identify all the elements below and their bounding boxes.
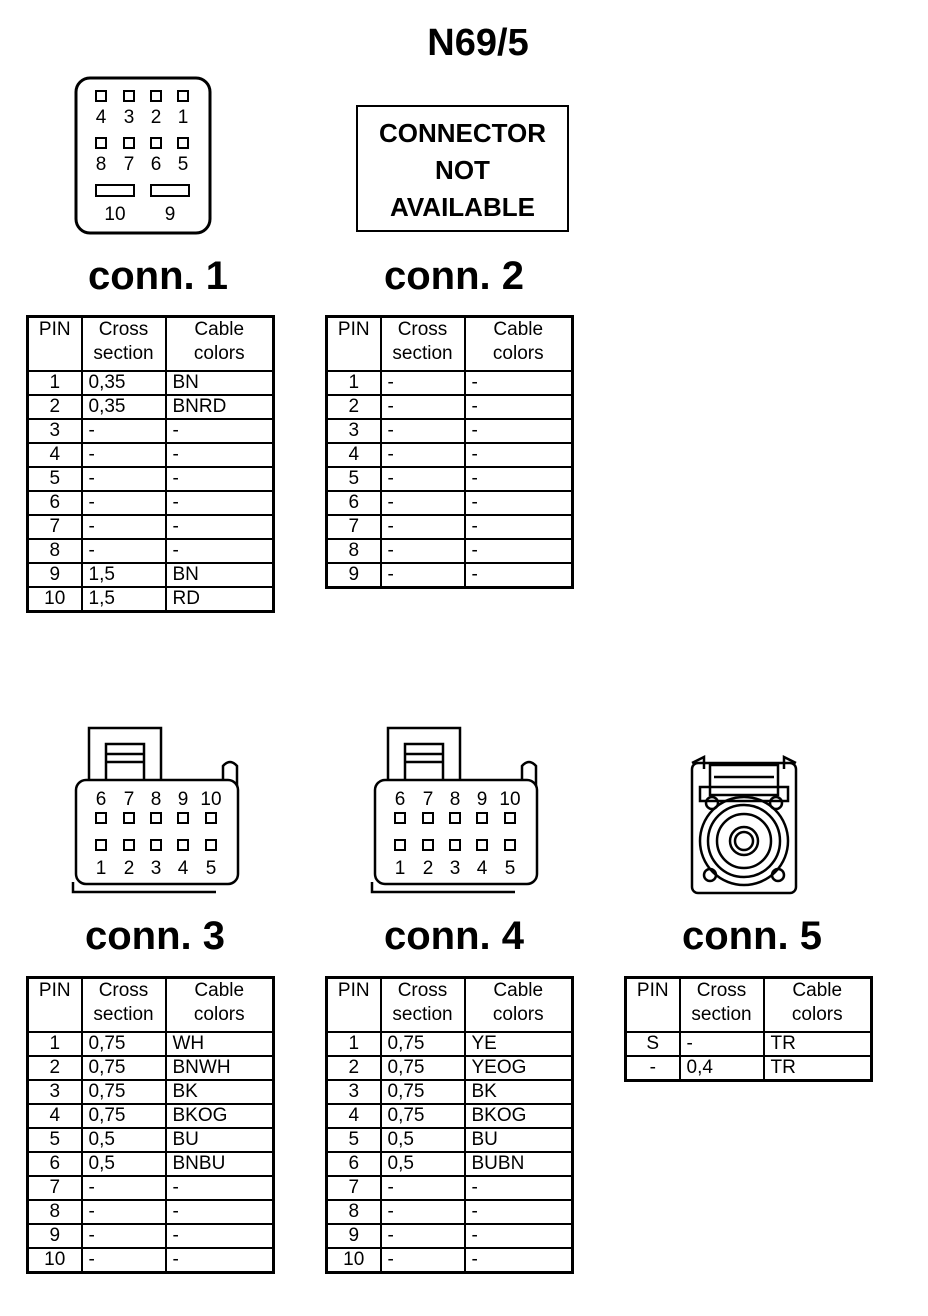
conn3-pin-label: 10 [200,789,222,810]
pin-cell: 4 [28,1104,82,1128]
table-row [28,587,274,612]
cross-section-column-header: Cross section [381,978,465,1033]
table-row [327,563,573,588]
cross-section-cell: - [82,1224,166,1248]
cable-color-cell: - [166,1200,274,1224]
conn3-pin-label: 7 [123,789,135,810]
cross-section-cell: - [381,491,465,515]
pin-cell: 7 [327,515,381,539]
cable-color-cell: - [465,1248,573,1273]
pin-cell: 10 [327,1248,381,1273]
table-row [28,1200,274,1224]
pin-column-header: PIN [28,317,82,372]
conn4-pin-label: 6 [394,789,406,810]
cable-color-cell: BNBU [166,1152,274,1176]
cable-color-cell: - [166,491,274,515]
not-available-line: CONNECTOR [378,118,547,148]
cross-section-cell: 0,75 [82,1056,166,1080]
pin-cell: 6 [28,1152,82,1176]
cross-section-cell: 0,35 [82,371,166,395]
table-row [327,1104,573,1128]
conn4-pin-label: 10 [499,789,521,810]
table-row [28,1176,274,1200]
pin-cell: 1 [327,1032,381,1056]
cross-section-cell: - [381,563,465,588]
conn1-pin-label: 3 [123,107,135,128]
table-row [327,491,573,515]
conn3-pinout-drawing [70,724,245,899]
cross-section-cell: - [82,539,166,563]
cross-section-cell: - [381,1224,465,1248]
table-row [28,1080,274,1104]
pin-cell: 2 [28,395,82,419]
cable-color-cell: - [166,467,274,491]
cable-colors-column-header: Cable colors [764,978,872,1033]
cable-color-cell: BNRD [166,395,274,419]
cross-section-cell: - [381,1176,465,1200]
table-header-row [28,317,274,372]
conn3-pin-label: 5 [205,858,217,879]
cable-color-cell: TR [764,1032,872,1056]
conn2-label: conn. 2 [383,254,525,298]
conn3-pin-label: 9 [177,789,189,810]
cross-section-cell: 0,5 [381,1128,465,1152]
table-row [28,1224,274,1248]
pin-cell: 7 [327,1176,381,1200]
table-row [28,1152,274,1176]
cross-section-cell: - [82,467,166,491]
cable-color-cell: - [166,515,274,539]
cable-color-cell: BU [465,1128,573,1152]
conn3-label: conn. 3 [84,914,226,958]
conn3-pin-label: 3 [150,858,162,879]
cable-color-cell: BNWH [166,1056,274,1080]
cross-section-cell: 1,5 [82,587,166,612]
cable-color-cell: BKOG [166,1104,274,1128]
table-row [327,539,573,563]
table-row [327,1056,573,1080]
connector-not-available-box [356,105,569,232]
pin-cell: 2 [28,1056,82,1080]
table-row [28,491,274,515]
cross-section-cell: - [381,515,465,539]
cross-section-column-header: Cross section [680,978,764,1033]
cross-section-cell: - [381,467,465,491]
table-row [28,395,274,419]
cross-section-cell: 0,5 [381,1152,465,1176]
cable-color-cell: - [465,1224,573,1248]
cable-colors-column-header: Cable colors [166,978,274,1033]
table-row [327,443,573,467]
conn3-pin-table [26,976,275,1274]
table-row [327,515,573,539]
cable-color-cell: - [166,1176,274,1200]
table-row [28,1056,274,1080]
table-row [327,419,573,443]
cable-color-cell: - [166,419,274,443]
conn2-pin-table [325,315,574,589]
cable-colors-column-header: Cable colors [166,317,274,372]
cross-section-column-header: Cross section [82,317,166,372]
cross-section-cell: 0,75 [381,1080,465,1104]
cross-section-cell: - [82,1248,166,1273]
pin-cell: 7 [28,515,82,539]
page-title: N69/5 [427,22,529,64]
pin-cell: 4 [327,1104,381,1128]
pin-cell: 1 [28,371,82,395]
conn1-pin-label: 9 [164,204,176,225]
not-available-line: AVAILABLE [390,192,535,222]
cable-colors-column-header: Cable colors [465,317,573,372]
cable-color-cell: YE [465,1032,573,1056]
conn5-label: conn. 5 [681,914,823,958]
cable-color-cell: BN [166,563,274,587]
conn1-pin-label: 1 [177,107,189,128]
table-row [28,371,274,395]
table-row [327,1176,573,1200]
pin-cell: 6 [327,491,381,515]
cross-section-cell: 1,5 [82,563,166,587]
cable-color-cell: BUBN [465,1152,573,1176]
conn3-pin-label: 6 [95,789,107,810]
cable-color-cell: - [465,419,573,443]
pin-cell: 8 [28,539,82,563]
conn4-pin-table [325,976,574,1274]
conn4-pin-label: 8 [449,789,461,810]
cable-color-cell: TR [764,1056,872,1081]
cable-color-cell: - [465,371,573,395]
conn5-coax-drawing [688,755,800,897]
cable-color-cell: BK [166,1080,274,1104]
pin-cell: 4 [28,443,82,467]
table-header-row [626,978,872,1033]
cross-section-cell: 0,75 [82,1080,166,1104]
conn3-pin-label: 1 [95,858,107,879]
pin-cell: 3 [28,1080,82,1104]
table-row [327,1032,573,1056]
cross-section-cell: - [82,491,166,515]
cable-color-cell: - [465,395,573,419]
pin-column-header: PIN [327,978,381,1033]
cross-section-cell: - [82,443,166,467]
conn4-pin-label: 7 [422,789,434,810]
table-row [327,371,573,395]
pin-column-header: PIN [327,317,381,372]
pin-cell: 10 [28,1248,82,1273]
pin-cell: 3 [28,419,82,443]
table-row [28,515,274,539]
conn4-label: conn. 4 [383,914,525,958]
table-row [327,1200,573,1224]
cross-section-cell: - [381,1200,465,1224]
table-header-row [327,317,573,372]
pin-cell: 8 [28,1200,82,1224]
pin-cell: 8 [327,539,381,563]
cross-section-cell: 0,35 [82,395,166,419]
cable-color-cell: - [465,467,573,491]
conn4-pinout-drawing [369,724,544,899]
pin-cell: 5 [327,1128,381,1152]
pin-cell: - [626,1056,680,1081]
pin-cell: 9 [327,1224,381,1248]
table-row [28,1248,274,1273]
pin-cell: 5 [28,1128,82,1152]
pin-cell: 3 [327,419,381,443]
table-row [327,1248,573,1273]
conn1-pin-label: 10 [104,204,126,225]
pin-cell: 4 [327,443,381,467]
cross-section-cell: 0,4 [680,1056,764,1081]
conn4-pin-label: 2 [422,858,434,879]
table-row [327,1224,573,1248]
table-row [28,1128,274,1152]
pin-cell: 2 [327,395,381,419]
cross-section-cell: - [381,371,465,395]
pin-cell: 3 [327,1080,381,1104]
table-row [28,467,274,491]
cable-color-cell: - [166,539,274,563]
conn1-pinout-drawing [70,74,216,238]
cable-color-cell: - [166,1248,274,1273]
pin-cell: 8 [327,1200,381,1224]
table-header-row [327,978,573,1033]
conn1-pin-label: 2 [150,107,162,128]
conn4-pin-label: 4 [476,858,488,879]
table-row [28,1104,274,1128]
pin-cell: 5 [327,467,381,491]
pin-column-header: PIN [28,978,82,1033]
table-row [28,539,274,563]
pin-cell: 7 [28,1176,82,1200]
pin-cell: 6 [327,1152,381,1176]
cable-color-cell: - [166,443,274,467]
conn3-pin-label: 8 [150,789,162,810]
pin-cell: 9 [28,563,82,587]
table-row [626,1056,872,1081]
table-row [626,1032,872,1056]
cross-section-cell: - [82,419,166,443]
table-row [327,395,573,419]
pin-cell: 5 [28,467,82,491]
cross-section-cell: - [381,443,465,467]
cable-color-cell: - [465,443,573,467]
cross-section-column-header: Cross section [381,317,465,372]
conn5-pin-table [624,976,873,1082]
cable-color-cell: BKOG [465,1104,573,1128]
cross-section-cell: 0,75 [82,1032,166,1056]
conn1-pin-label: 5 [177,154,189,175]
cable-color-cell: - [465,491,573,515]
cable-colors-column-header: Cable colors [465,978,573,1033]
cable-color-cell: - [465,539,573,563]
conn1-pin-label: 6 [150,154,162,175]
cable-color-cell: BK [465,1080,573,1104]
not-available-line: NOT [435,155,490,185]
cable-color-cell: RD [166,587,274,612]
table-row [327,467,573,491]
cable-color-cell: - [465,563,573,588]
cross-section-cell: 0,75 [381,1104,465,1128]
table-row [28,563,274,587]
pin-cell: 1 [327,371,381,395]
pin-cell: 10 [28,587,82,612]
conn1-pin-label: 4 [95,107,107,128]
table-row [28,443,274,467]
conn1-pin-table [26,315,275,613]
cross-section-cell: - [680,1032,764,1056]
pin-cell: 9 [28,1224,82,1248]
cross-section-cell: 0,5 [82,1152,166,1176]
cross-section-cell: - [381,419,465,443]
pin-cell: 9 [327,563,381,588]
table-row [327,1152,573,1176]
conn4-pin-label: 5 [504,858,516,879]
table-row [327,1128,573,1152]
cross-section-cell: - [381,395,465,419]
conn4-pin-label: 3 [449,858,461,879]
conn1-label: conn. 1 [87,254,229,298]
cross-section-column-header: Cross section [82,978,166,1033]
conn1-pin-label: 7 [123,154,135,175]
cross-section-cell: - [381,539,465,563]
cable-color-cell: - [166,1224,274,1248]
conn3-pin-label: 2 [123,858,135,879]
table-row [28,1032,274,1056]
table-header-row [28,978,274,1033]
cross-section-cell: 0,75 [381,1056,465,1080]
pin-cell: 6 [28,491,82,515]
cable-color-cell: - [465,1176,573,1200]
cross-section-cell: 0,5 [82,1128,166,1152]
cable-color-cell: - [465,1200,573,1224]
cable-color-cell: YEOG [465,1056,573,1080]
cross-section-cell: - [82,1176,166,1200]
cable-color-cell: BU [166,1128,274,1152]
cross-section-cell: - [82,1200,166,1224]
conn1-pin-label: 8 [95,154,107,175]
cable-color-cell: BN [166,371,274,395]
pin-cell: S [626,1032,680,1056]
conn4-pin-label: 9 [476,789,488,810]
conn3-pin-label: 4 [177,858,189,879]
pin-column-header: PIN [626,978,680,1033]
table-row [28,419,274,443]
cross-section-cell: - [381,1248,465,1273]
conn4-pin-label: 1 [394,858,406,879]
table-row [327,1080,573,1104]
pin-cell: 2 [327,1056,381,1080]
cable-color-cell: WH [166,1032,274,1056]
cross-section-cell: 0,75 [82,1104,166,1128]
cross-section-cell: 0,75 [381,1032,465,1056]
cross-section-cell: - [82,515,166,539]
cable-color-cell: - [465,515,573,539]
pin-cell: 1 [28,1032,82,1056]
